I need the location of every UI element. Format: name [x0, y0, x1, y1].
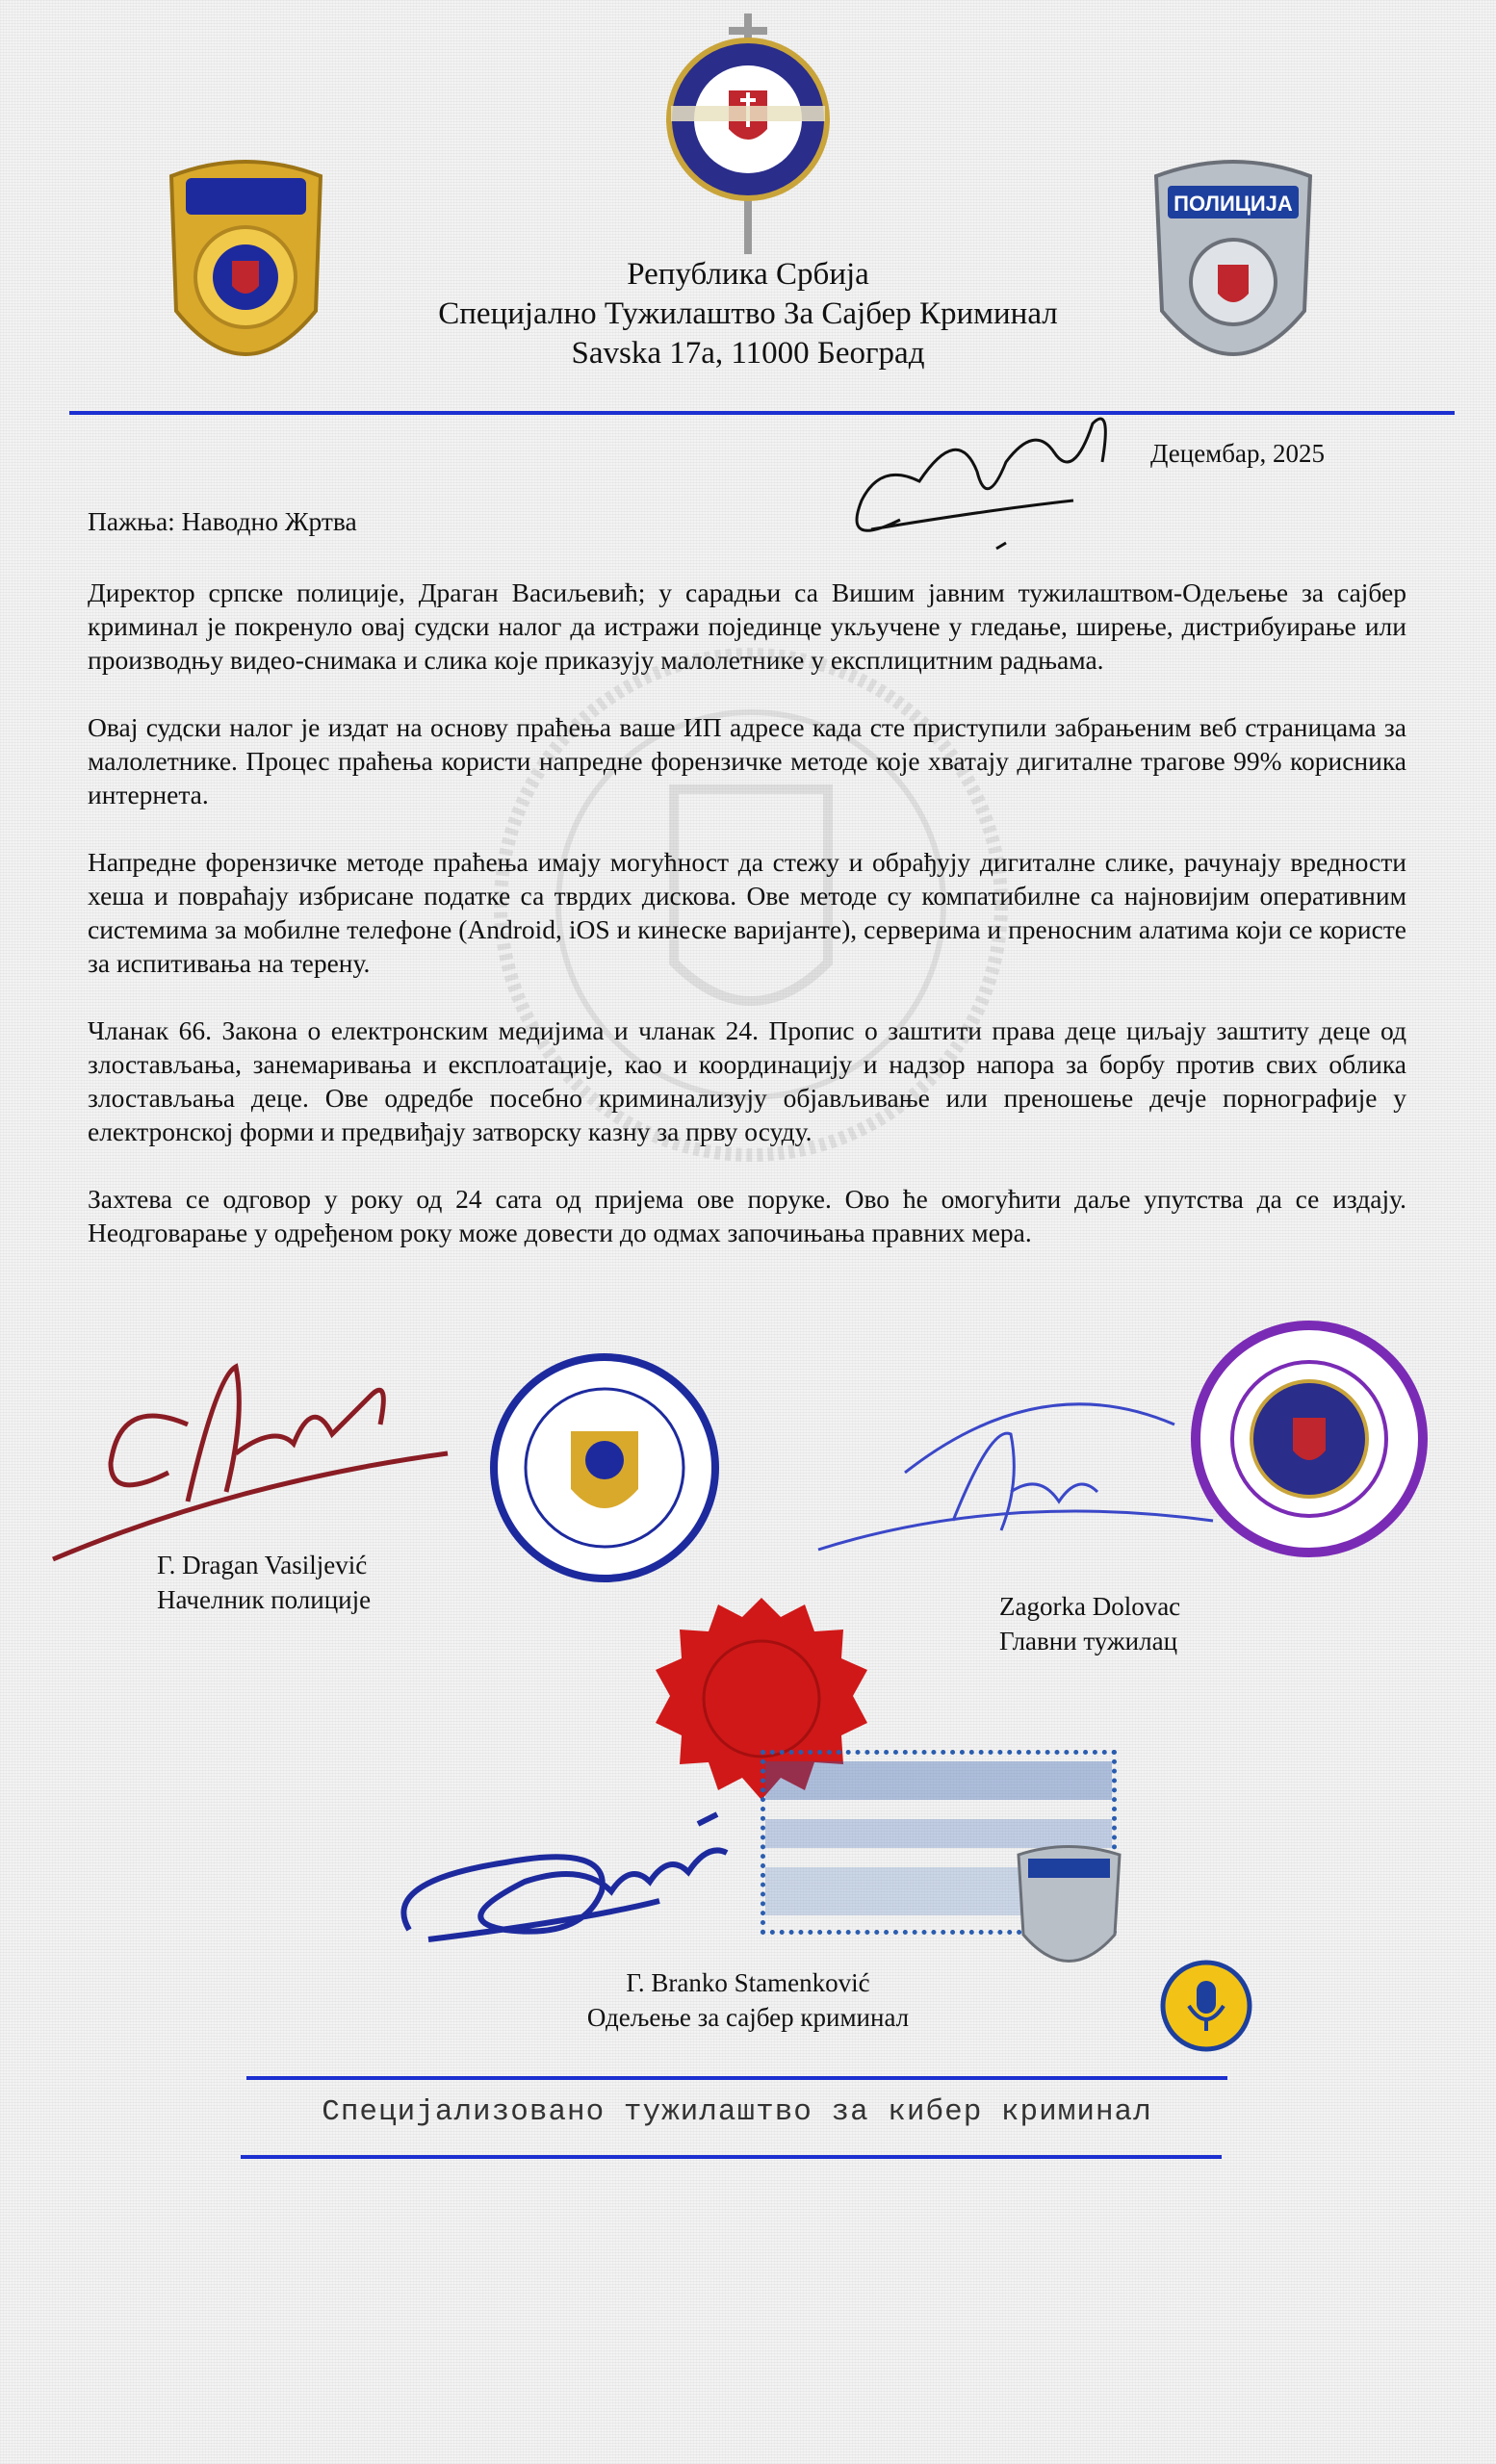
signature-dolovac	[809, 1367, 1232, 1559]
paragraph: Директор српске полиције, Драган Васиљевић; у сарадњи са Вишим јавним тужилаштвом-Одељење за сајбер криминал је покренуло овај судски налог да истражи појединце укључене у гледање, ширење, дистрибуирање или производњу видео-снимака и слика које приказују малолетнике у експлицитним радњама.	[88, 578, 1406, 675]
footer-text: Специјализовано тужилаштво за кибер криминал	[322, 2095, 1152, 2129]
prosecutor-seal	[1189, 1304, 1430, 1574]
attention-line: Пажња: Наводно Жртва	[88, 506, 357, 536]
signature-stamenkovic	[390, 1785, 871, 1959]
svg-text:ПОЛИЦИЈА: ПОЛИЦИЈА	[1174, 192, 1293, 216]
police-badge-small-icon	[1009, 1843, 1129, 1978]
signatory-name: Г. Dragan Vasiljević	[157, 1551, 368, 1579]
signatory-title: Одељење за сајбер криминал	[586, 2003, 910, 2032]
paragraph: Захтева се одговор у року од 24 сата од пријема ове поруке. Ово ће омогућити даље упутства да се издају. Неодговарање у одређеном року може довести до одмах започињања правних мера.	[88, 1184, 1406, 1247]
police-seal	[489, 1352, 720, 1583]
header-country: Република Србија	[627, 257, 869, 292]
signatory-title: Главни тужилац	[999, 1627, 1178, 1656]
signature-vasiljevic	[43, 1338, 457, 1569]
footer-divider-bottom	[241, 2155, 1222, 2159]
header-divider	[69, 411, 1455, 415]
paragraph: Чланак 66. Закона о електронским медијима и чланак 24. Пропис о заштити права деце циљају заштиту деце од злостављања, занемаривања и експлоатације, као и координацију и надзор напора за борбу против свих облика злостављања деце. Ове одредбе посебно криминализују објављивање или преношење дечје порнографије у електронској форми и предвиђају затворску казну за прву осуду.	[88, 1015, 1406, 1146]
signatory-name: Г. Branko Stamenković	[626, 1968, 870, 1997]
letter-date: Децембар, 2025	[1150, 439, 1325, 468]
signatory-title: Начелник полиције	[157, 1585, 372, 1614]
paragraph: Овај судски налог је издат на основу праћења ваше ИП адресе када сте приступили забрањеним веб страницама за малолетнике. Процес праћења користи напредне форензичке методе које хватају дигиталне трагове 99% корисника интернета.	[88, 712, 1406, 809]
letter-body	[88, 576, 1406, 1283]
header-address: Savska 17a, 11000 Београд	[571, 336, 925, 371]
signatory-name: Zagorka Dolovac	[999, 1592, 1181, 1621]
paragraph: Напредне форензичке методе праћења имају могућност да стежу и обрађују дигиталне слике, рачунају вредности хеша и повраћају избрисане податке са тврдих дискова. Ове методе су компатибилне са најновијим оперативним системима за мобилне телефоне (Android, iOS и кинеске варијанте), серверима и преносним алатима који се користе за испитивања на терену.	[88, 847, 1406, 978]
signature-top	[842, 404, 1131, 578]
prosecutor-emblem-icon	[661, 13, 835, 254]
footer-divider-top	[246, 2076, 1227, 2080]
header-institution: Специјално Тужилаштво За Сајбер Криминал	[438, 296, 1058, 331]
